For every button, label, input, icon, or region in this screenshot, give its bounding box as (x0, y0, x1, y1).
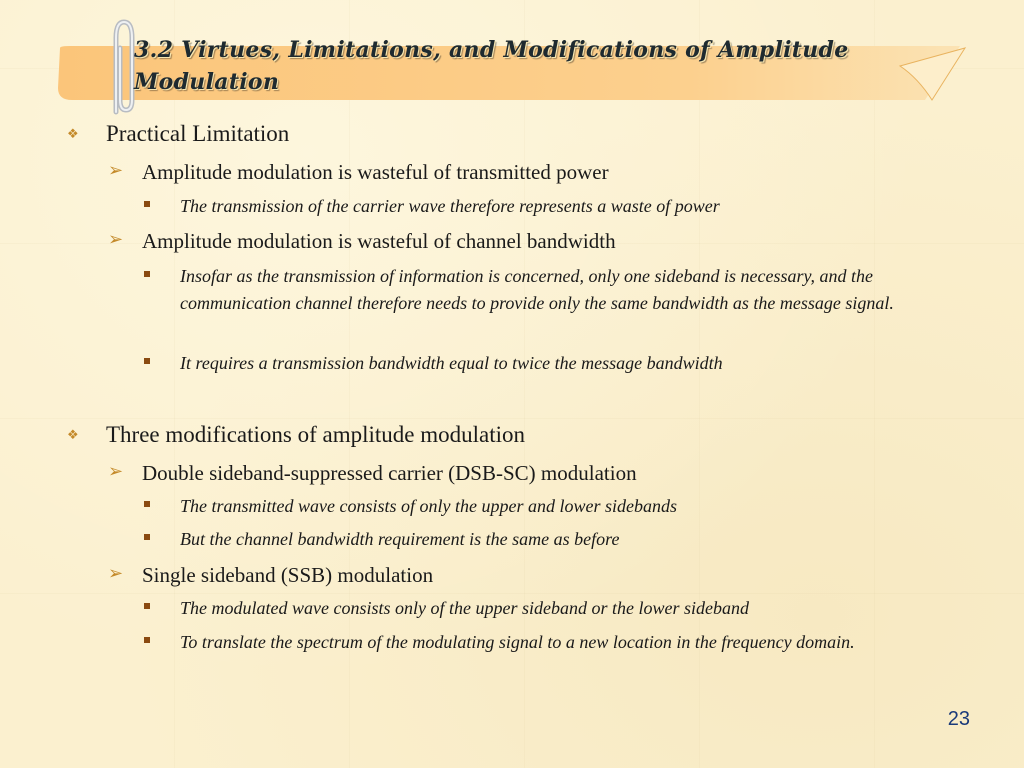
subpoint-text: The modulated wave consists only of the upper sideband or the lower sideband (180, 598, 749, 618)
arrow-bullet-icon: ➢ (108, 563, 124, 583)
diamond-bullet-icon: ❖ (67, 126, 79, 141)
slide-title (134, 34, 854, 98)
arrow-bullet-icon: ➢ (108, 160, 124, 180)
point-text: Double sideband-suppressed carrier (DSB-SC) modulation (142, 461, 637, 485)
square-bullet-icon (144, 501, 150, 507)
arrow-bullet-icon: ➢ (108, 229, 124, 249)
square-bullet-icon (144, 534, 150, 540)
square-bullet-icon (144, 271, 150, 277)
point-text: Amplitude modulation is wasteful of channel bandwidth (142, 229, 616, 253)
subpoint-text: The transmission of the carrier wave therefore represents a waste of power (180, 196, 720, 216)
subpoint-text: To translate the spectrum of the modulating signal to a new location in the frequency domain. (180, 632, 855, 652)
square-bullet-icon (144, 358, 150, 364)
arrow-bullet-icon: ➢ (108, 461, 124, 481)
section-heading: Three modifications of amplitude modulation (106, 422, 526, 447)
square-bullet-icon (144, 637, 150, 643)
slide-title-line1: 3.2 Virtues, Limitations, and Modifications of Amplitude (134, 37, 849, 63)
square-bullet-icon (144, 603, 150, 609)
diamond-bullet-icon: ❖ (67, 427, 79, 442)
slide-title-line2: Modulation (134, 69, 280, 95)
subpoint-text: But the channel bandwidth requirement is the same as before (180, 529, 620, 549)
subpoint-text: The transmitted wave consists of only the upper and lower sidebands (180, 496, 677, 516)
page-number: 23 (947, 708, 970, 730)
subpoint-text: It requires a transmission bandwidth equal to twice the message bandwidth (180, 353, 723, 373)
point-text: Single sideband (SSB) modulation (142, 563, 434, 587)
title-banner (0, 0, 1024, 120)
point-text: Amplitude modulation is wasteful of transmitted power (142, 160, 609, 184)
square-bullet-icon (144, 201, 150, 207)
section-heading: Practical Limitation (106, 121, 290, 146)
subpoint-text: Insofar as the transmission of information is concerned, only one sideband is necessary, and the communication channel therefore needs to provide only the same bandwidth as the message signal. (180, 266, 894, 313)
